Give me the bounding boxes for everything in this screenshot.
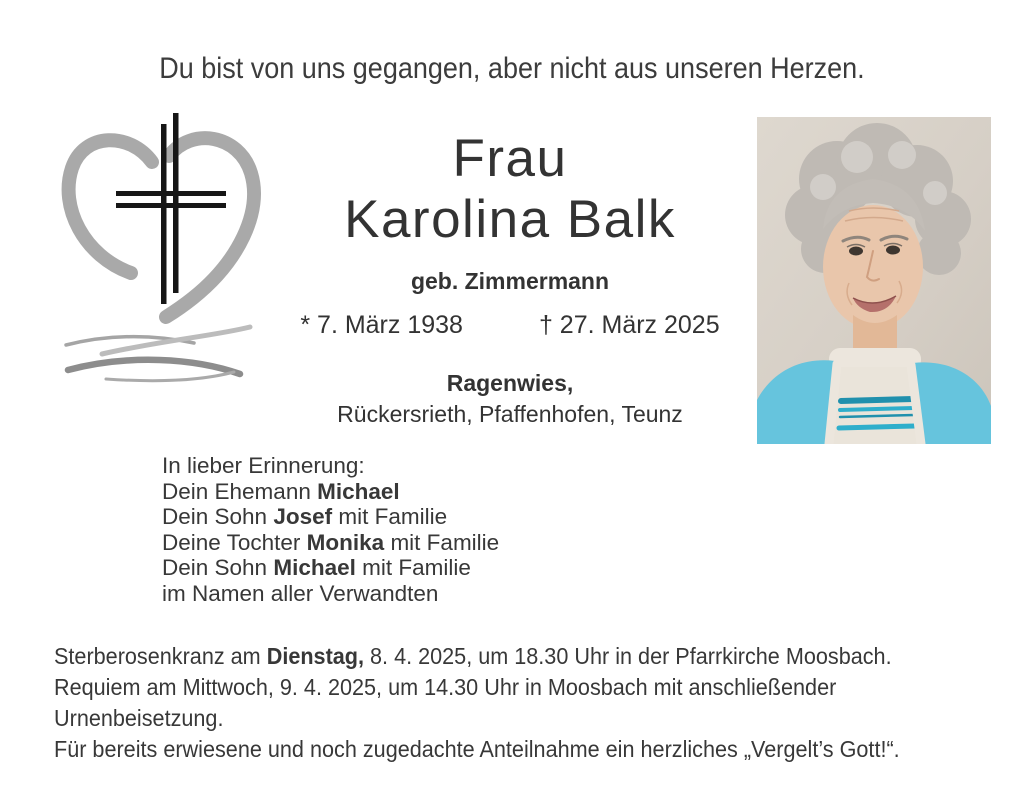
death-date: † 27. März 2025 — [538, 311, 720, 340]
memorial-line: Dein Sohn Michael mit Familie — [162, 555, 471, 580]
memorial-block — [162, 453, 499, 606]
memorial-line: Dein Ehemann Michael — [162, 478, 400, 504]
memorial-line: im Namen aller Verwandten — [162, 580, 439, 606]
memorial-quote — [0, 52, 1024, 86]
portrait-photo — [757, 117, 991, 444]
residence-details: Rückersrieth, Pfaffenhofen, Teunz — [337, 401, 683, 428]
residence: Ragenwies, — [446, 370, 574, 397]
memorial-quote-text: Du bist von uns gegangen, aber nicht aus unseren Herzen. — [159, 52, 865, 85]
birth-date: * 7. März 1938 — [300, 311, 463, 340]
heart-cross-waves-icon — [42, 106, 270, 386]
deceased-salutation: Frau — [452, 129, 568, 188]
memorial-intro: In lieber Erinnerung: — [162, 453, 365, 478]
portrait-photo-svg — [757, 117, 991, 444]
deceased-name: Karolina Balk — [344, 190, 676, 250]
announcement-line: Urnenbeisetzung. — [54, 705, 224, 731]
announcement-line: Für bereits erwiesene und noch zugedachte Anteilnahme ein herzliches „Vergelt’s Gott!“. — [54, 736, 900, 762]
heart-cross-waves-svg — [42, 106, 270, 386]
maiden-name: geb. Zimmermann — [410, 268, 610, 295]
announcement-block — [54, 641, 900, 765]
announcement-line: Requiem am Mittwoch, 9. 4. 2025, um 14.30 Uhr in Moosbach mit anschließender — [54, 674, 837, 700]
memorial-line: Deine Tochter Monika mit Familie — [162, 529, 500, 555]
memorial-line: Dein Sohn Josef mit Familie — [162, 504, 448, 529]
announcement-line: Sterberosenkranz am Dienstag, 8. 4. 2025, um 18.30 Uhr in der Pfarrkirche Moosbach. — [54, 643, 892, 669]
life-dates — [265, 311, 755, 340]
deceased-info — [265, 130, 755, 428]
